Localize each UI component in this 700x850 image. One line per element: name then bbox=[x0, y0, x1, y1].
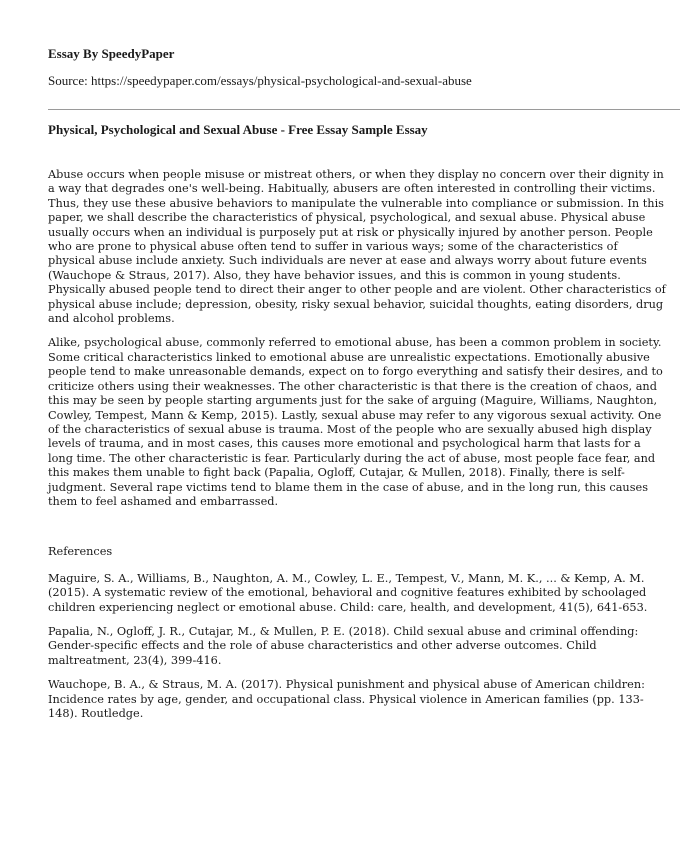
header-divider bbox=[48, 109, 680, 110]
reference-item: Maguire, S. A., Williams, B., Naughton, A. M., Cowley, L. E., Tempest, V., Mann, M. K., ... & Kemp, A. M. (2015). A systematic review of the emotional, behavioral and cognitive features exhibited by schoolaged children experiencing neglect or emotional abuse. Child: care, health, and development, 41(5), 641-653. bbox=[48, 571, 648, 614]
paragraph: Alike, psychological abuse, commonly referred to emotional abuse, has been a common problem in society. Some critical characteristics linked to emotional abuse are unrealistic expectations. Emotionally abusive people tend to make unreasonable demands, expect on to forgo everything and satisfy their desires, and to criticize others using their weaknesses. The other characteristic is that there is the creation of chaos, and this may be seen by people starting arguments just for the sake of arguing (Maguire, Williams, Naughton, Cowley, Tempest, Mann & Kemp, 2015). Lastly, sexual abuse may refer to any vigorous sexual activity. One of the characteristics of sexual abuse is trauma. Most of the people who are sexually abused high display levels of trauma, and in most cases, this causes more emotional and psychological harm that lasts for a long time. The other characteristic is fear. Particularly during the act of abuse, most people face fear, and this makes them unable to fight back (Papalia, Ogloff, Cutajar, & Mullen, 2018). Finally, there is self-judgment. Several rape victims tend to blame them in the case of abuse, and in the long run, this causes them to feel ashamed and embarrassed. bbox=[48, 336, 663, 508]
reference-item: Papalia, N., Ogloff, J. R., Cutajar, M., & Mullen, P. E. (2018). Child sexual abuse and criminal offending: Gender-specific effects and the role of abuse characteristics and other adverse outcomes. Child maltreatment, 23(4), 399-416. bbox=[48, 624, 639, 667]
source-line: Source: https://speedypaper.com/essays/physical-psychological-and-sexual-abuse bbox=[48, 73, 472, 88]
reference-item: Wauchope, B. A., & Straus, M. A. (2017). Physical punishment and physical abuse of American children: Incidence rates by age, gender, and occupational class. Physical violence in American families (pp. 133-148). Routledge. bbox=[48, 678, 645, 720]
site-name: Essay By SpeedyPaper bbox=[48, 46, 175, 61]
essay-body bbox=[48, 168, 666, 731]
references-heading: References bbox=[48, 545, 113, 559]
paragraph: Abuse occurs when people misuse or mistreat others, or when they display no concern over their dignity in a way that degrades one's well-being. Habitually, abusers are often interested in controlling their victims. Thus, they use these abusive behaviors to manipulate the vulnerable into compliance or submission. In this paper, we shall describe the characteristics of physical, psychological, and sexual abuse. Physical abuse usually occurs when an individual is purposely put at risk or physically injured by another person. People who are prone to physical abuse often tend to suffer in various ways; some of the characteristics of physical abuse include anxiety. Such individuals are never at ease and always worry about future events (Wauchope & Straus, 2017). Also, they have behavior issues, and this is common in young students. Physically abused people tend to direct their anger to other people and are violent. Other characteristics of physical abuse include; depression, obesity, risky sexual behavior, suicidal thoughts, eating disorders, drug and alcohol problems. bbox=[48, 168, 666, 326]
essay-title: Physical, Psychological and Sexual Abuse - Free Essay Sample Essay bbox=[48, 122, 428, 137]
